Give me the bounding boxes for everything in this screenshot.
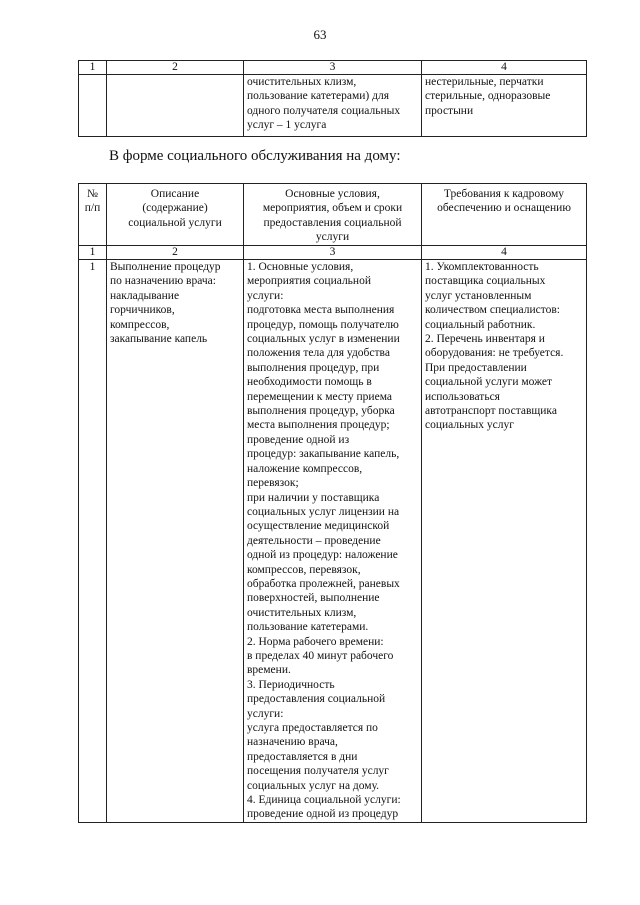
header-conditions: Основные условия, мероприятия, объем и сроки предоставления социальной услуги [244, 184, 422, 246]
header-description: Описание (содержание) социальной услуги [107, 184, 244, 246]
col-number: 1 [79, 246, 107, 260]
top-table-column-numbers [79, 61, 587, 75]
top-table-continuation [78, 60, 587, 137]
main-table-column-numbers [79, 246, 587, 260]
table-row [79, 260, 587, 823]
page-number: 63 [313, 27, 327, 42]
cell-conditions: очистительных клизм, пользование катетерами) для одного получателя социальных услуг – 1 услуга [244, 75, 422, 137]
cell-description [107, 75, 244, 137]
cell-number [79, 75, 107, 137]
header-number: № п/п [79, 184, 107, 246]
section-heading: В форме социального обслуживания на дому: [109, 148, 401, 164]
table-row [79, 75, 587, 137]
table-header-row [79, 184, 587, 246]
col-number: 4 [422, 246, 587, 260]
main-table [78, 183, 587, 823]
header-requirements: Требования к кадровому обеспечению и оснащению [422, 184, 587, 246]
cell-requirements: нестерильные, перчатки стерильные, одноразовые простыни [422, 75, 587, 137]
cell-requirements: 1. Укомплектованность поставщика социальных услуг установленным количеством специалистов: социальный работник. 2. Перечень инвентаря и оборудования: не требуется. При предоставлении социальной услуги может использоваться автотранспорт поставщика социальных услуг [422, 260, 587, 823]
cell-conditions: 1. Основные условия, мероприятия социальной услуги: подготовка места выполнения процедур, помощь получателю социальных услуг в изменении положения тела для удобства выполнения процедур, при необходимости помощь в перемещении к месту приема выполнения процедур, уборка места выполнения процедур; проведение одной из процедур: закапывание капель, наложение компрессов, перевязок; при наличии у поставщика социальных услуг лицензии на осуществление медицинской деятельности – проведение одной из процедур: наложение компрессов, перевязок, обработка пролежней, раневых поверхностей, выполнение очистительных клизм, пользование катетерами. 2. Норма рабочего времени: в пределах 40 минут рабочего времени. 3. Периодичность предоставления социальной услуги: услуга предоставляется по назначению врача, предоставляется в дни посещения получателя услуг социальных услуг на дому. 4. Единица социальной услуги: проведение одной из процедур [244, 260, 422, 823]
col-number: 3 [244, 246, 422, 260]
col-number: 1 [79, 61, 107, 75]
col-number: 4 [422, 61, 587, 75]
cell-number: 1 [79, 260, 107, 823]
cell-description: Выполнение процедур по назначению врача: накладывание горчичников, компрессов, закапывание капель [107, 260, 244, 823]
col-number: 3 [244, 61, 422, 75]
col-number: 2 [107, 246, 244, 260]
col-number: 2 [107, 61, 244, 75]
